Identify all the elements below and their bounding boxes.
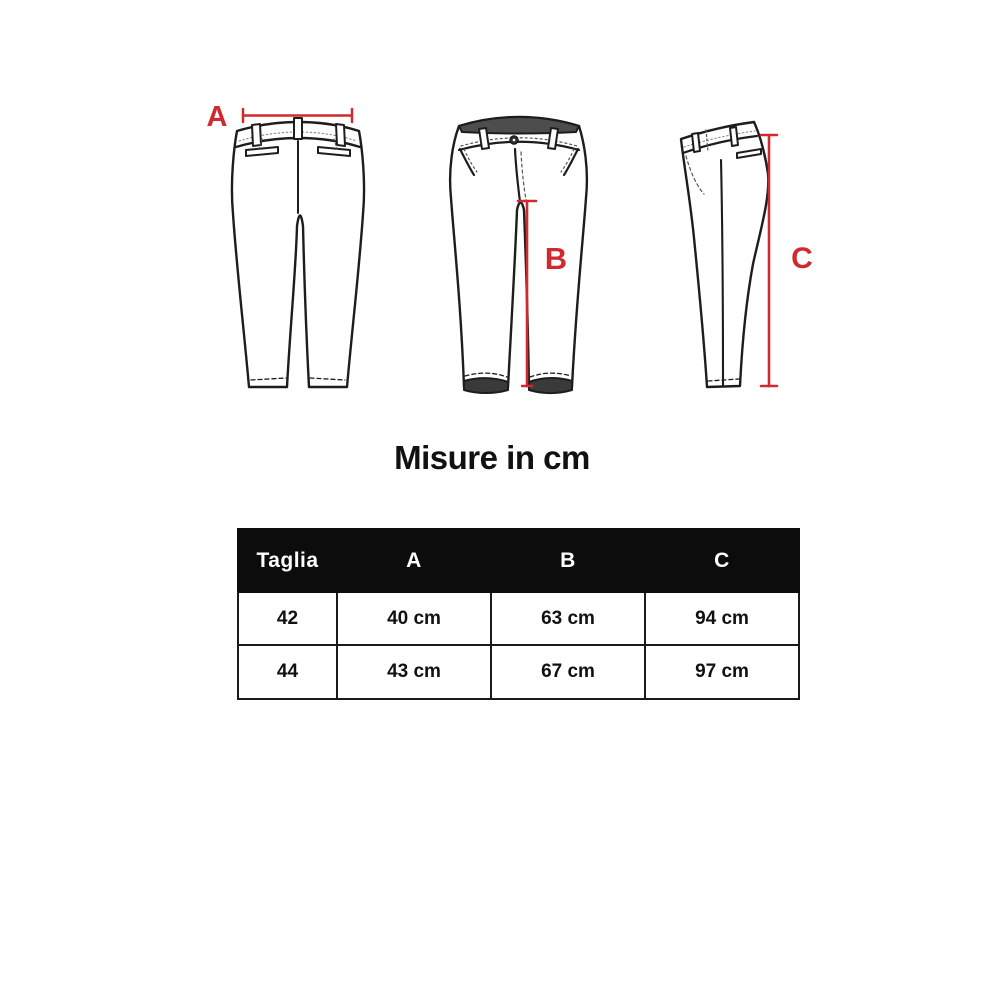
table-row [238, 592, 799, 645]
size-table-body [238, 592, 799, 699]
belt-loop [730, 127, 738, 146]
header-cell-b: B [491, 529, 645, 592]
measurement-cell: 40 cm [337, 592, 491, 645]
size-diagram [0, 0, 1000, 440]
measurement-cell: 67 cm [491, 645, 645, 699]
header-cell-c: C [645, 529, 799, 592]
measure-label-c: C [791, 242, 813, 275]
hem-dark [529, 378, 572, 393]
belt-loop [336, 124, 345, 146]
belt-loop [294, 118, 302, 139]
measurement-cell: 94 cm [645, 592, 799, 645]
measurements-title: Misure in cm [394, 439, 590, 476]
measure-label-a: A [206, 101, 228, 133]
header-cell-a: A [337, 529, 491, 592]
measurement-cell: 63 cm [491, 592, 645, 645]
table-row [238, 645, 799, 699]
size-table [237, 528, 800, 700]
size-cell: 44 [238, 645, 337, 699]
pants-measurement-drawings [0, 0, 1000, 440]
size-table-header [238, 529, 799, 592]
waist-button-center [513, 139, 516, 142]
pants-back-view-drawing [232, 118, 364, 387]
size-cell: 42 [238, 592, 337, 645]
pants-side-view-drawing [681, 122, 768, 387]
side-body-outline [681, 122, 768, 387]
measure-label-b: B [544, 241, 568, 276]
header-row [238, 529, 799, 592]
header-cell-taglia: Taglia [238, 529, 337, 592]
belt-loop [252, 124, 261, 146]
measurement-cell: 43 cm [337, 645, 491, 699]
hem-dark [464, 378, 508, 393]
measurement-cell: 97 cm [645, 645, 799, 699]
belt-loop [692, 133, 700, 152]
waistband-inner-dark [459, 117, 579, 134]
